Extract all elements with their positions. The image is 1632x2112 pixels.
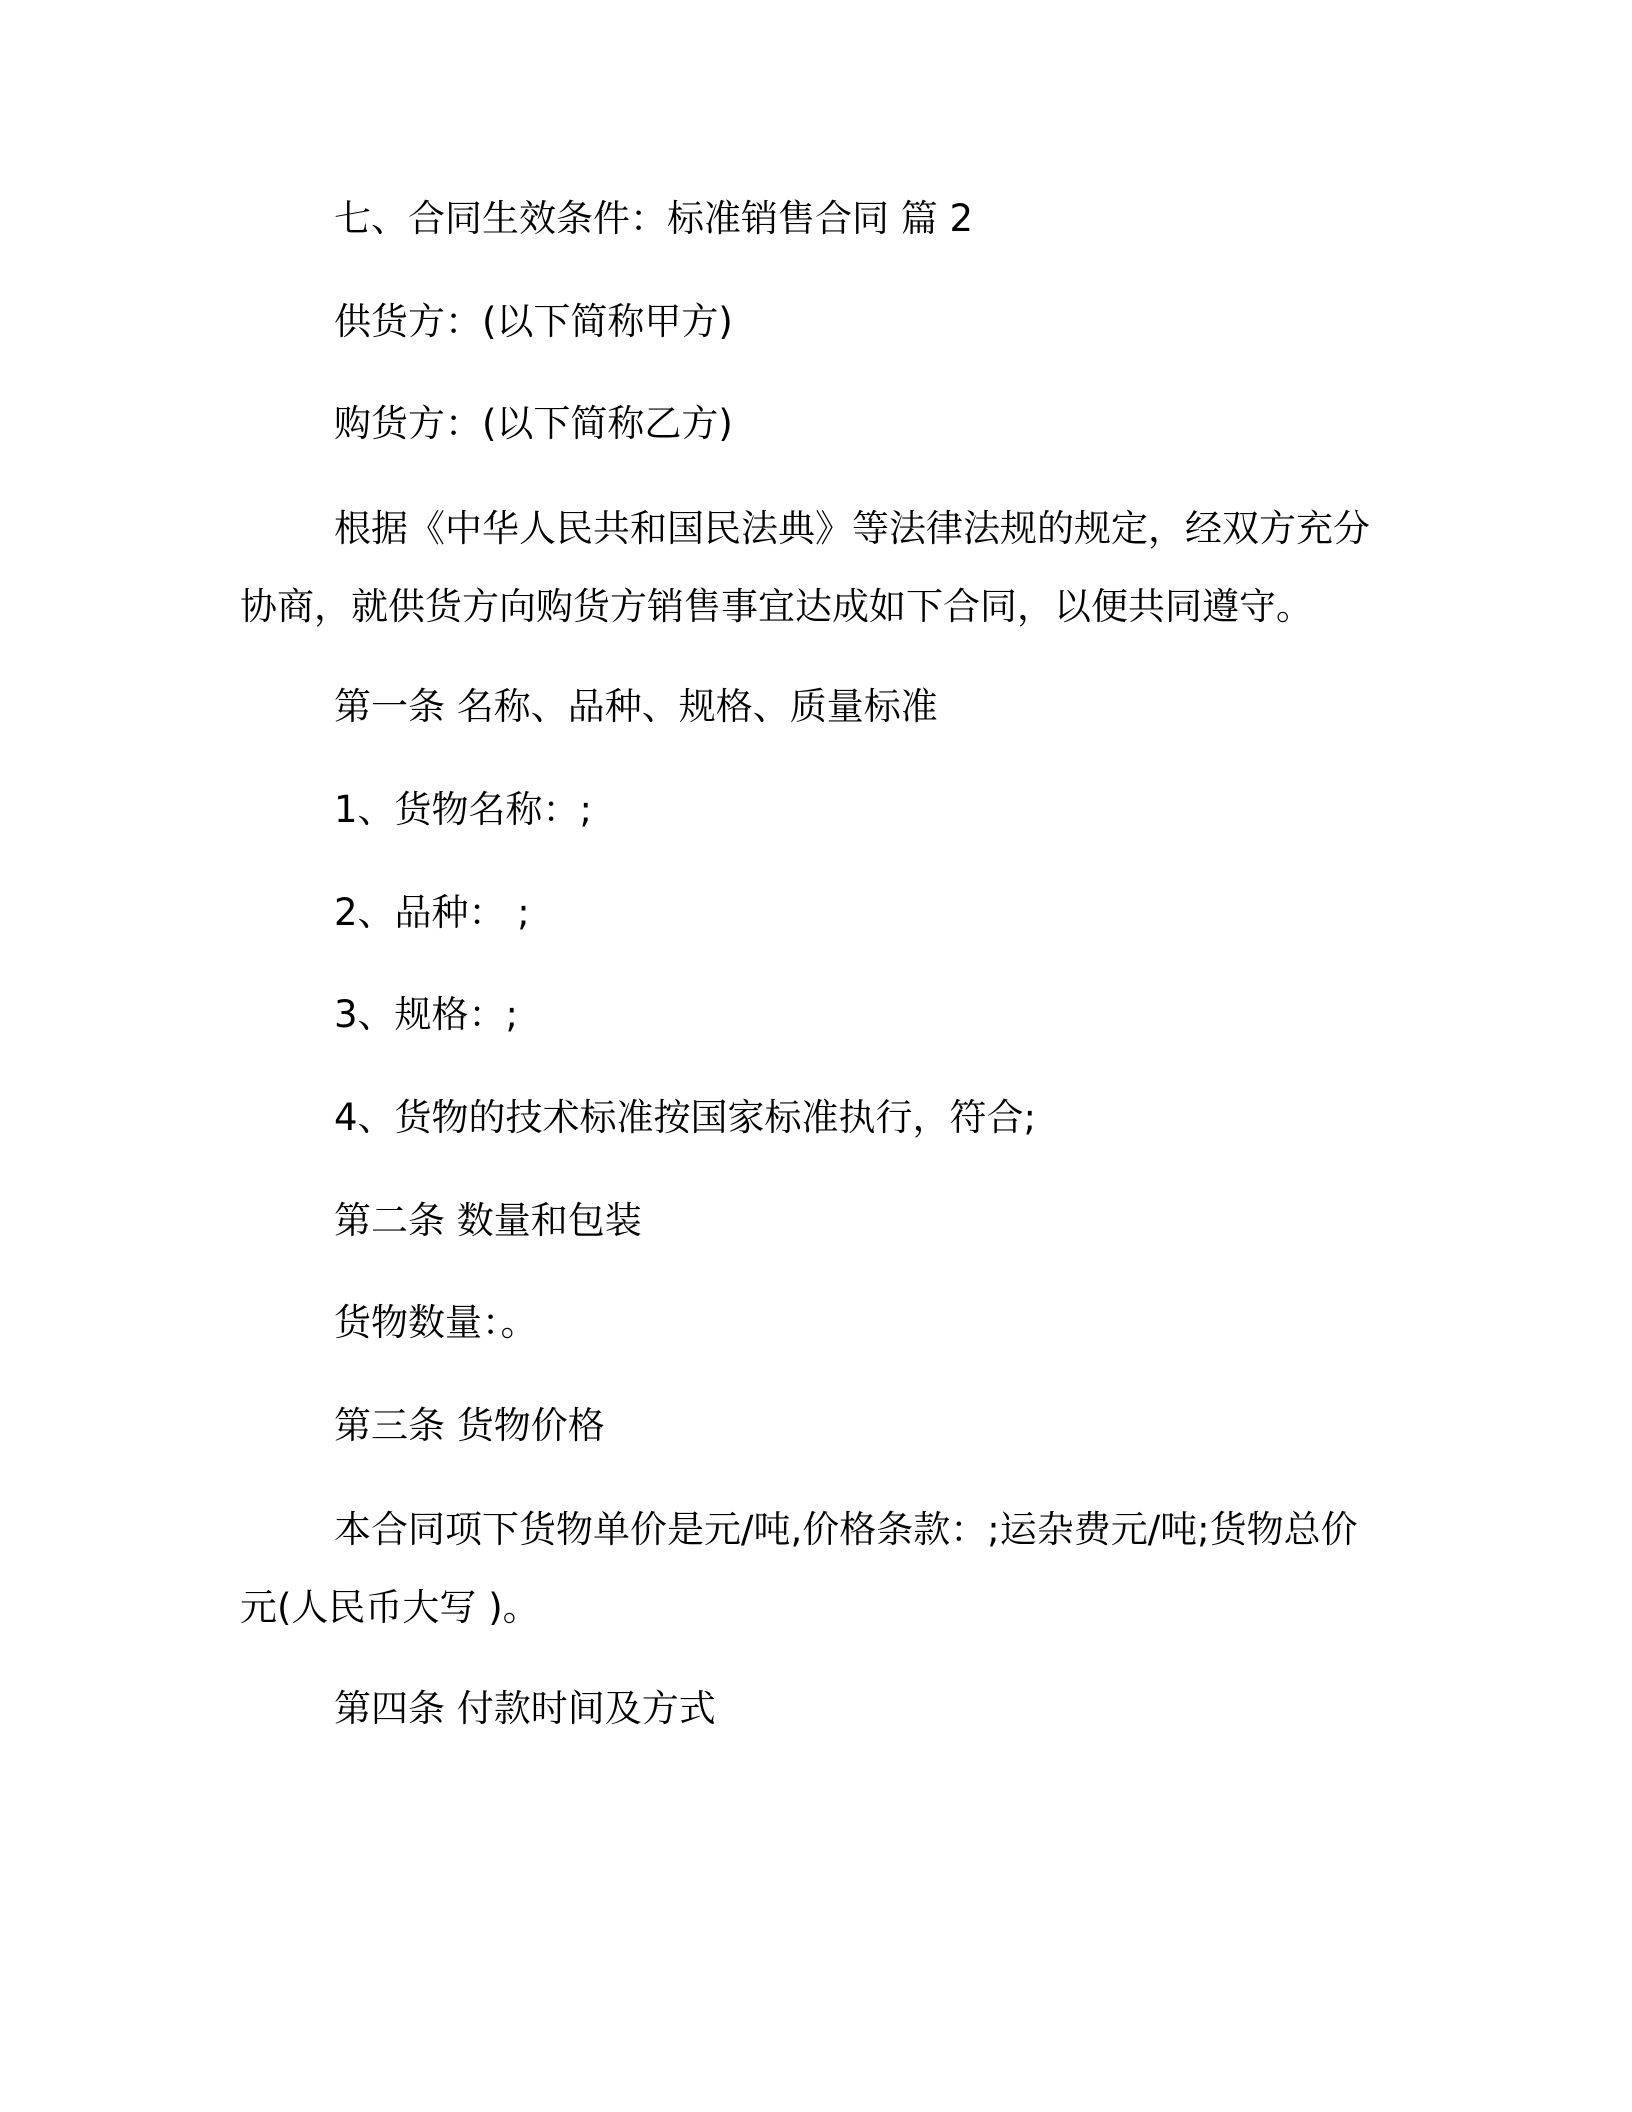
heading-effective-conditions: 七、合同生效条件：标准销售合同 篇 2 — [334, 197, 974, 240]
article-3-heading: 第三条 货物价格 — [334, 1404, 605, 1447]
item-goods-name: 1、货物名称：; — [334, 788, 593, 831]
basis-paragraph: 根据《中华人民共和国民法典》等法律法规的规定，经双方充分协商，就供货方向购货方销售事宜达成如下合同，以便共同遵守。 — [240, 507, 1370, 628]
goods-quantity-line: 货物数量：。 — [334, 1301, 538, 1344]
item-variety: 2、品种： ; — [334, 891, 530, 934]
price-paragraph: 本合同项下货物单价是元/吨,价格条款：;运杂费元/吨;货物总价元(人民币大写 )。 — [240, 1508, 1358, 1629]
buyer-line: 购货方：(以下简称乙方) — [334, 402, 733, 445]
article-1-heading: 第一条 名称、品种、规格、质量标准 — [334, 685, 938, 728]
item-specification: 3、规格：; — [334, 993, 519, 1036]
supplier-line: 供货方：(以下简称甲方) — [334, 300, 733, 343]
item-technical-standard: 4、货物的技术标准按国家标准执行，符合; — [334, 1096, 1037, 1139]
article-4-heading: 第四条 付款时间及方式 — [334, 1687, 716, 1730]
article-2-heading: 第二条 数量和包装 — [334, 1199, 642, 1242]
